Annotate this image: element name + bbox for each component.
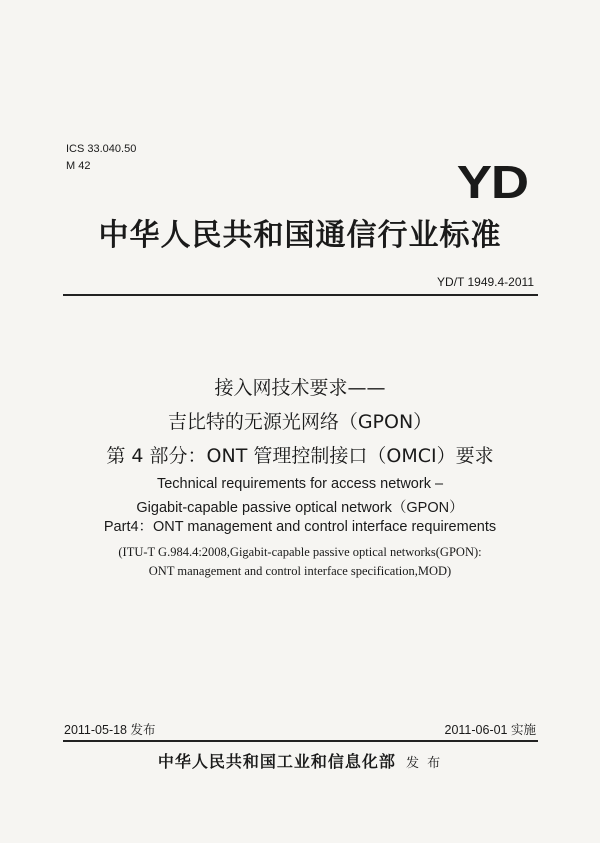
standard-type-title: 中华人民共和国通信行业标准: [98, 218, 502, 253]
ics-code: ICS 33.040.50: [66, 143, 137, 155]
title-cn-line3: 第 4 部分：ONT 管理控制接口（OMCI）要求: [106, 445, 494, 467]
standard-number: YD/T 1949.4-2011: [437, 275, 534, 289]
reference-line1: (ITU-T G.984.4:2008,Gigabit-capable passive optical networks(GPON):: [118, 545, 482, 559]
reference-line2: ONT management and control interface specification,MOD): [148, 564, 452, 578]
bottom-divider: [63, 740, 538, 742]
title-en-line1: Technical requirements for access network –: [156, 476, 444, 492]
top-divider: [63, 294, 538, 296]
classification-code: M 42: [66, 160, 91, 172]
issuer-suffix: 发 布: [405, 756, 443, 771]
title-en-line3: Part4：ONT management and control interface requirements: [103, 519, 497, 535]
issuer: [0, 749, 600, 772]
title-cn-line2: 吉比特的无源光网络（GPON）: [167, 411, 433, 433]
publish-date: 2011-05-18 发布: [64, 723, 156, 737]
issuer-name: 中华人民共和国工业和信息化部: [157, 752, 396, 771]
yd-logo: YD: [456, 156, 528, 208]
implement-date: 2011-06-01 实施: [444, 723, 536, 737]
title-cn-line1: 接入网技术要求——: [214, 377, 386, 399]
title-en-line2: Gigabit-capable passive optical network（GPON）: [136, 500, 464, 516]
